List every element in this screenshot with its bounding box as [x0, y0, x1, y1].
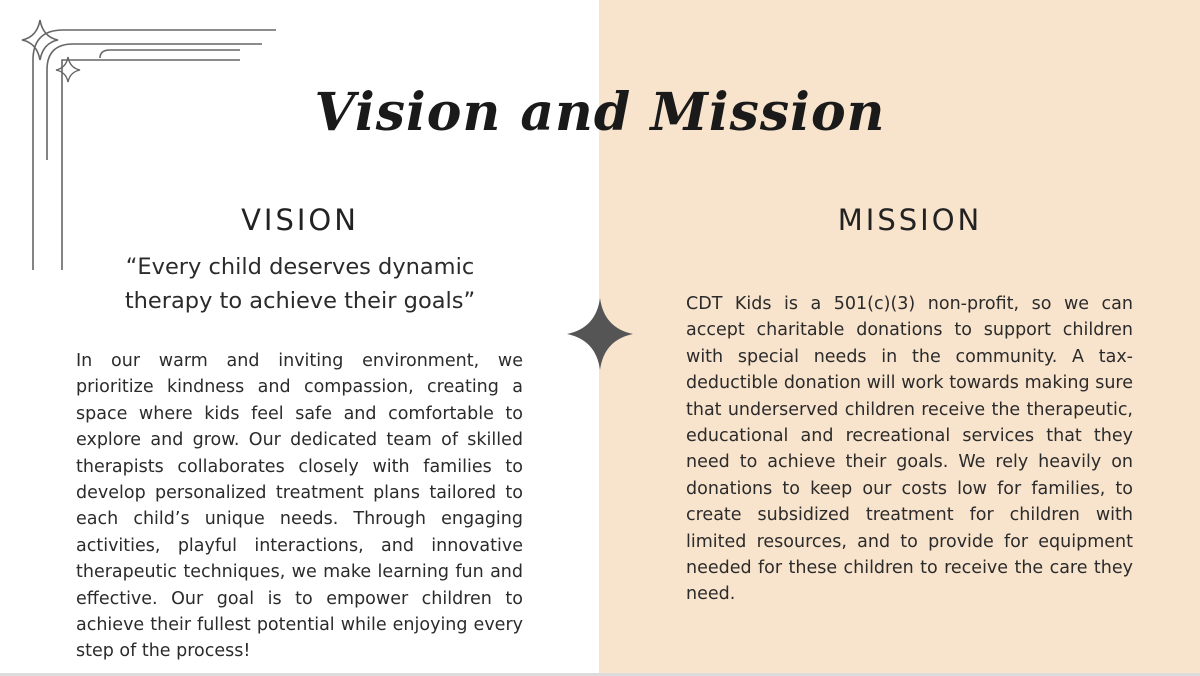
sparkle-star-icon	[22, 20, 58, 60]
mission-body-text: CDT Kids is a 501(c)(3) non-profit, so we can accept charitable donations to support children with special needs in the community. A tax-deductible donation will work towards making sure that underserved children receive the therapeutic, educational and recreational services that they need to achieve their goals. We rely heavily on donations to keep our costs low for families, to create subsidized treatment for children with limited resources, and to provide for equipment needed for these children to receive the care they need.	[686, 294, 1133, 605]
page-title: Vision and Mission	[314, 82, 886, 143]
vision-heading: VISION	[241, 203, 359, 237]
vision-quote: “Every child deserves dynamic therapy to achieve their goals”	[124, 254, 476, 314]
four-point-star-icon	[565, 298, 635, 370]
mission-heading: MISSION	[837, 203, 983, 237]
vision-body-text: In our warm and inviting environment, we prioritize kindness and compassion, creating a space where kids feel safe and comfortable to explore and grow. Our dedicated team of skilled therapists collaborates closely with families to develop personalized treatment plans tailored to each child’s unique needs. Through engaging activities, playful interactions, and innovative therapeutic techniques, we make learning fun and effective. Our goal is to empower children to achieve their fullest potential while enjoying every step of the process!	[76, 351, 523, 662]
